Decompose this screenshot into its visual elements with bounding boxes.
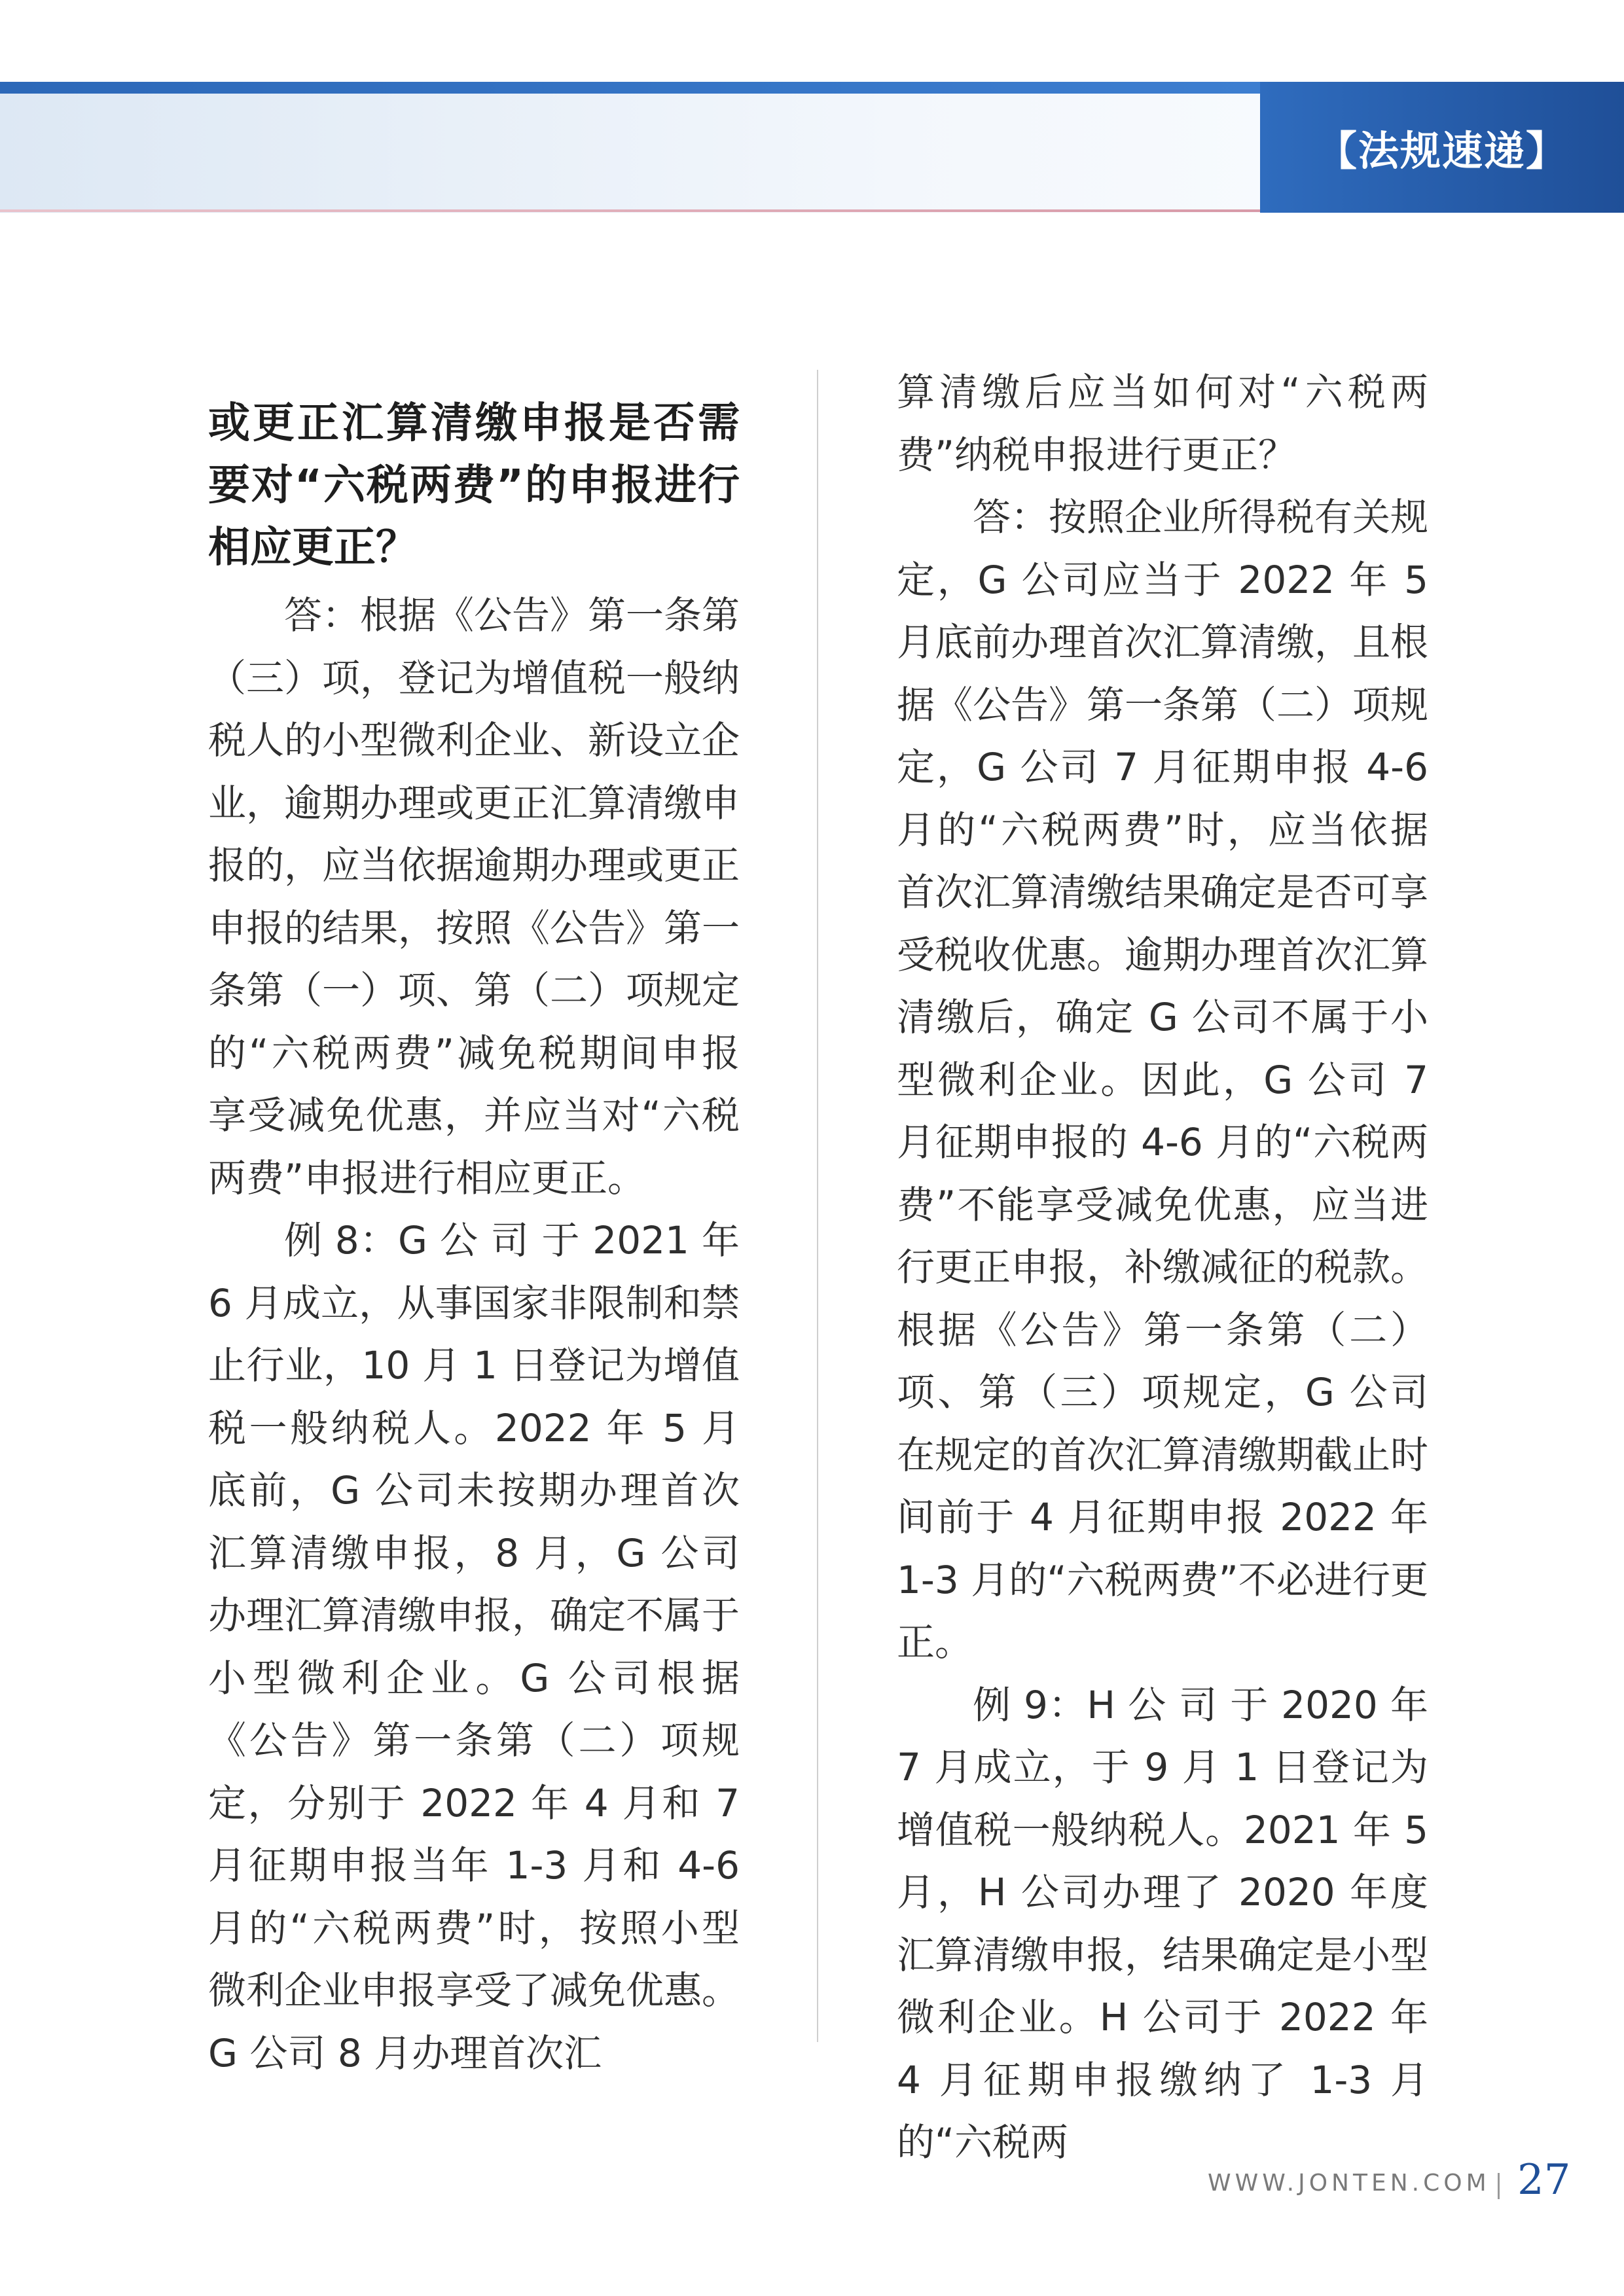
continued-paragraph: 算清缴后应当如何对“六税两费”纳税申报进行更正？ bbox=[897, 370, 1428, 477]
question-heading: 或更正汇算清缴申报是否需要对“六税两费”的申报进行相应更正？ bbox=[208, 399, 740, 572]
section-tag: 【法规速递】 bbox=[1260, 82, 1624, 213]
page-number: 27 bbox=[1517, 2156, 1571, 2204]
footer-website: WWW.JONTEN.COM bbox=[1208, 2170, 1490, 2197]
footer-separator bbox=[1498, 2173, 1500, 2199]
answer-paragraph: 答：根据《公告》第一条第（三）项，登记为增值税一般纳税人的小型微利企业、新设立企业，逾期办理或更正汇算清缴申报的，应当依据逾期办理或更正申报的结果，按照《公告》第一条第（一）项、第（二）项规定的“六税两费”减免税期间申报享受减免优惠，并应当对“六税两费”申报进行相应更正。 bbox=[208, 593, 740, 1200]
answer-paragraph: 答：按照企业所得税有关规定，G 公司应当于 2022 年 5 月底前办理首次汇算清缴，且根据《公告》第一条第（二）项规定，G 公司 7 月征期申报 4-6 月的“六税两费”时，应当依据首次汇算清缴结果确定是否可享受税收优惠。逾期办理首次汇算清缴后，确定 G 公司不属于小型微利企业。因此，G 公司 7 月征期申报的 4-6 月的“六税两费”不能享受减免优惠，应当进行更正申报，补缴减征的税款。根据《公告》第一条第（二）项、第（三）项规定，G 公司在规定的首次汇算清缴期截止时间前于 4 月征期申报 2022 年 1-3 月的“六税两费”不必进行更正。 bbox=[897, 495, 1429, 1664]
left-column bbox=[208, 393, 740, 2085]
right-column bbox=[897, 361, 1428, 2174]
header-bottom-rule bbox=[0, 209, 1260, 212]
column-divider bbox=[817, 370, 818, 2042]
example-paragraph: 例 9：H 公 司 于 2020 年 7 月成立，于 9 月 1 日登记为增值税一般纳税人。2021 年 5 月，H 公司办理了 2020 年度汇算清缴申报，结果确定是小型微利企业。H 公司于 2022 年 4 月征期申报缴纳了 1-3 月的“六税两 bbox=[897, 1682, 1429, 2164]
example-paragraph: 例 8：G 公 司 于 2021 年 6 月成立，从事国家非限制和禁止行业，10 月 1 日登记为增值税一般纳税人。2022 年 5 月底前，G 公司未按期办理首次汇算清缴申报，8 月，G 公司办理汇算清缴申报，确定不属于小型微利企业。G 公司根据《公告》第一条第（二）项规定，分别于 2022 年 4 月和 7 月征期申报当年 1-3 月和 4-6 月的“六税两费”时，按照小型微利企业申报享受了减免优惠。G 公司 8 月办理首次汇 bbox=[208, 1218, 740, 2075]
header-top-rule bbox=[0, 82, 1260, 94]
